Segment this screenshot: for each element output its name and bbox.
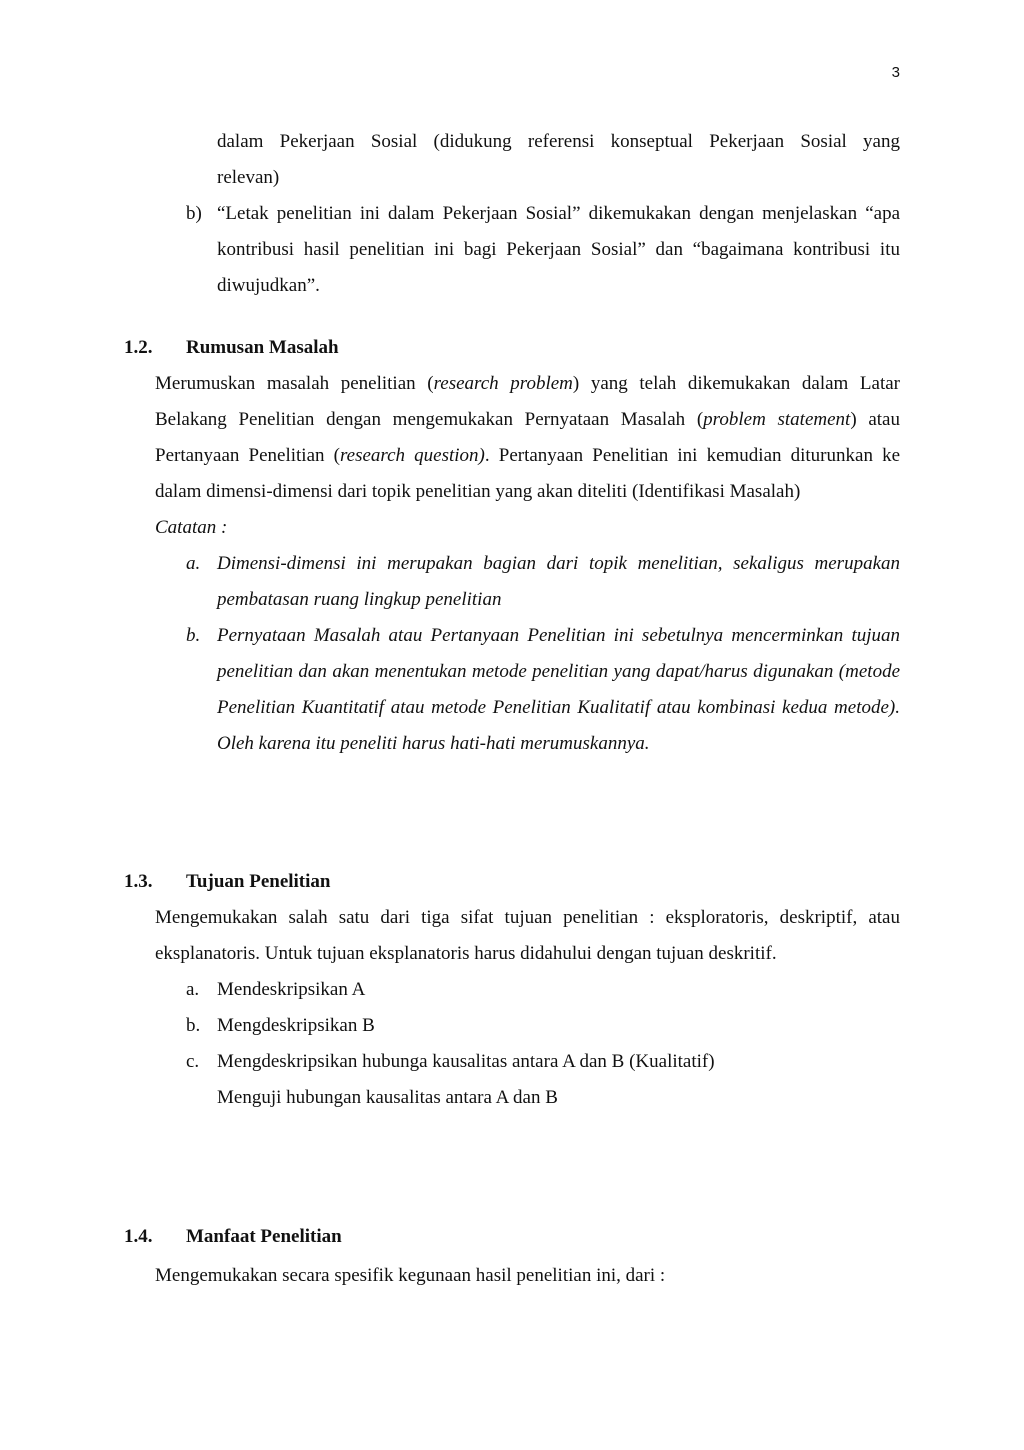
note-text: Pernyataan Masalah atau Pertanyaan Penelitian ini sebetulnya mencerminkan tujuan penelitian dan akan menentukan metode penelitian yang dapat/harus digunakan (metode Penelitian Kuantitatif atau metode Penelitian Kualitatif atau kombinasi kedua metode). Oleh karena itu peneliti harus hati-hati merumuskannya. — [217, 625, 900, 754]
note-item — [155, 618, 900, 762]
list-item — [155, 1008, 900, 1044]
list-item — [155, 1044, 900, 1080]
section-title: Manfaat Penelitian — [186, 1226, 342, 1247]
section-number: 1.2. — [124, 337, 153, 358]
section-title: Tujuan Penelitian — [186, 871, 331, 892]
note-item — [155, 546, 900, 618]
list-marker: b) — [186, 203, 202, 224]
note-label-text: Catatan : — [155, 517, 228, 538]
section-heading-1-2 — [124, 330, 339, 366]
list-marker: b. — [186, 1015, 201, 1036]
intro-cont-line-1: dalam Pekerjaan Sosial (didukung referensi konseptual Pekerjaan Sosial yang — [217, 131, 900, 152]
note-label — [155, 510, 900, 546]
page-number: 3 — [891, 64, 900, 81]
list-item-text: Mengdeskripsikan hubunga kausalitas antara A dan B (Kualitatif) — [217, 1051, 715, 1072]
list-item-text: Mendeskripsikan A — [217, 979, 366, 1000]
list-item-text: Mengdeskripsikan B — [217, 1015, 375, 1036]
list-item-text: “Letak penelitian ini dalam Pekerjaan Sosial” dikemukakan dengan menjelaskan “apa kontribusi hasil penelitian ini bagi Pekerjaan Sosial” dan “bagaimana kontribusi itu diwujudkan”. — [217, 203, 900, 296]
paragraph-text: Merumuskan masalah penelitian ( — [155, 373, 434, 394]
problem-paragraph — [155, 366, 900, 510]
objective-paragraph: Mengemukakan salah satu dari tiga sifat tujuan penelitian : eksploratoris, deskriptif, atau eksplanatoris. Untuk tujuan eksplanatoris harus didahului dengan tujuan deskritif. — [155, 907, 900, 964]
paragraph-text: ) atau Pertanyaan Penelitian ( — [155, 409, 900, 466]
section-number: 1.4. — [124, 1226, 153, 1247]
section-title: Rumusan Masalah — [186, 337, 339, 358]
list-marker: c. — [186, 1051, 200, 1072]
extra-line: Menguji hubungan kausalitas antara A dan B — [217, 1087, 558, 1108]
note-text: Dimensi-dimensi ini merupakan bagian dari topik menelitian, sekaligus merupakan pembatasan ruang lingkup penelitian — [217, 553, 900, 610]
list-marker: a. — [186, 553, 201, 574]
list-marker: a. — [186, 979, 200, 1000]
intro-continuation — [155, 124, 900, 304]
section-heading-1-4 — [124, 1219, 342, 1255]
section-number: 1.3. — [124, 871, 153, 892]
paragraph-text: . Pertanyaan Penelitian ini kemudian diturunkan ke dalam dimensi-dimensi dari topik penelitian yang akan diteliti (Identifikasi Masalah) — [155, 445, 900, 502]
italic-term: research question) — [339, 445, 485, 466]
list-item — [155, 972, 900, 1008]
section-heading-1-3 — [124, 864, 330, 900]
section-1-4-body — [155, 1258, 900, 1294]
list-marker: b. — [186, 625, 201, 646]
italic-term: problem statement — [703, 409, 851, 430]
paragraph-text: ) yang telah dikemukakan dalam Latar Belakang Penelitian dengan mengemukakan Pernyataan Masalah ( — [155, 373, 900, 430]
benefit-paragraph: Mengemukakan secara spesifik kegunaan hasil penelitian ini, dari : — [155, 1265, 666, 1286]
list-item — [155, 196, 900, 304]
intro-cont-line-2: relevan) — [217, 167, 280, 188]
italic-term: research problem — [433, 373, 573, 394]
section-1-2-body — [155, 366, 900, 762]
section-1-3-body — [155, 900, 900, 1116]
